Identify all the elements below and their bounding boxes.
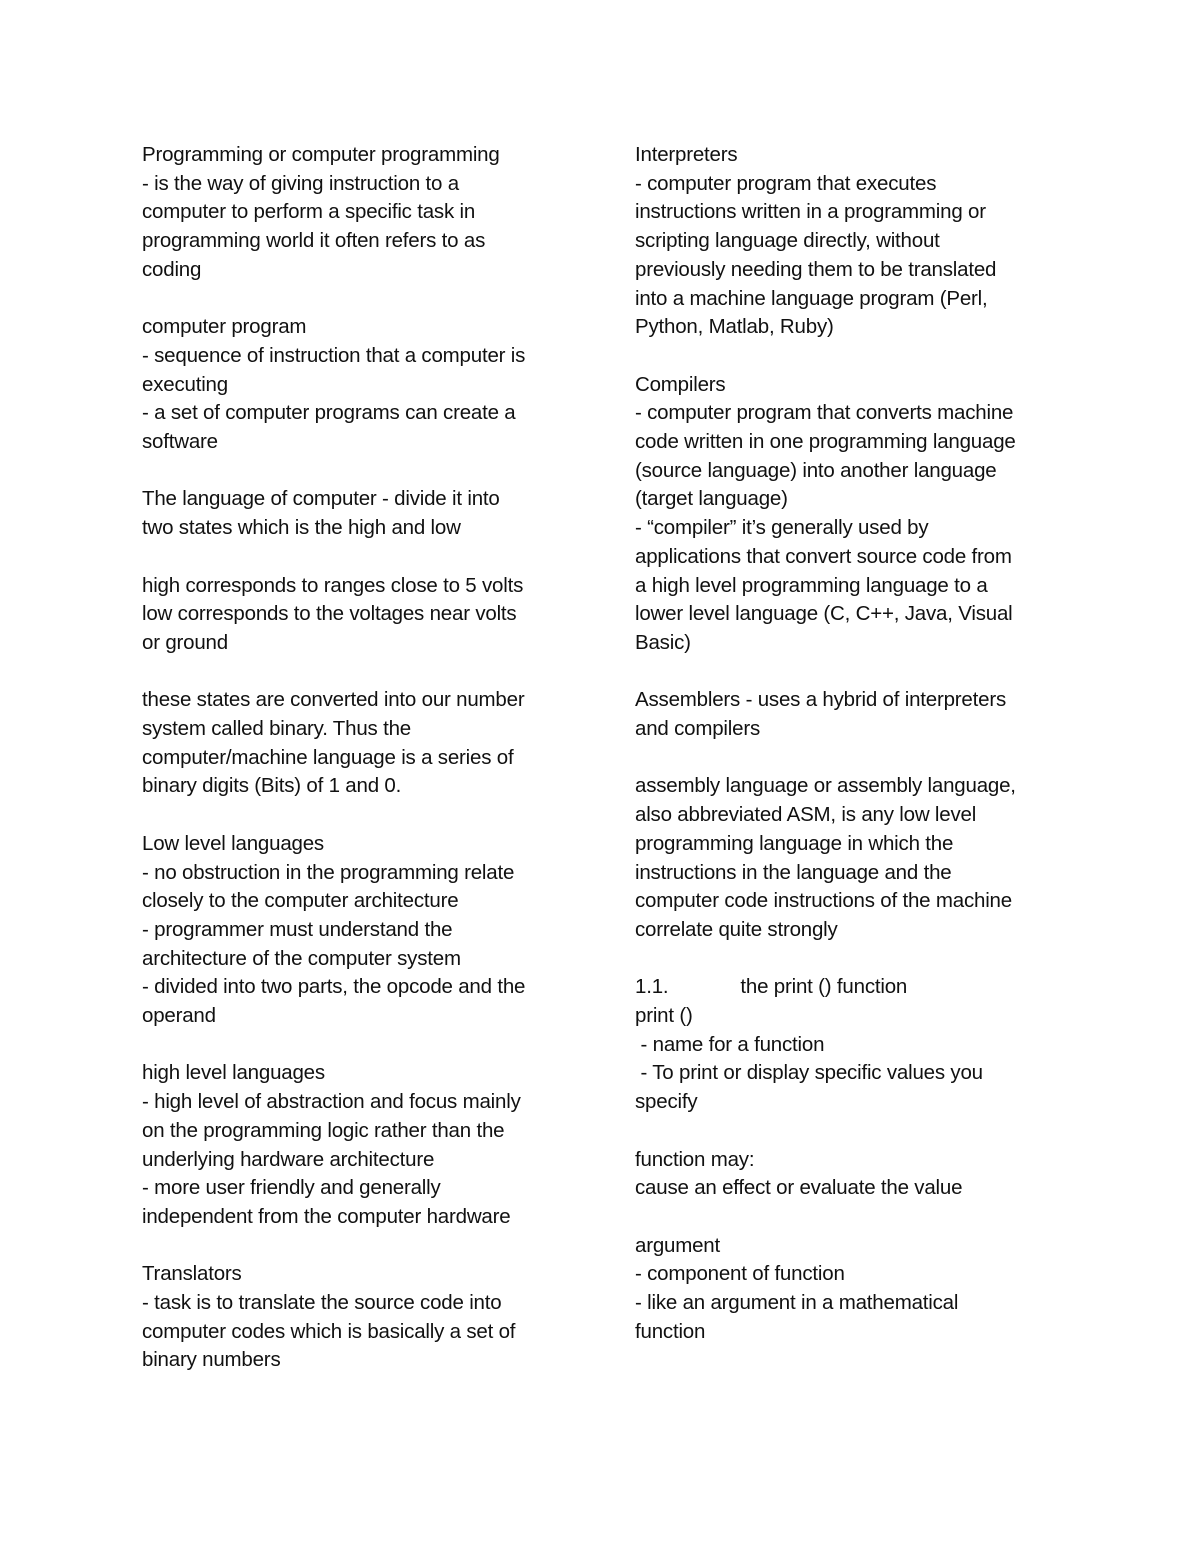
text-line: underlying hardware architecture — [142, 1147, 435, 1171]
text-line: these states are converted into our number — [142, 688, 525, 712]
text-line: closely to the computer architecture — [142, 889, 459, 913]
paragraph-spacer — [635, 1203, 1065, 1232]
paragraph-spacer — [142, 801, 582, 830]
text-line: Compilers — [635, 372, 726, 396]
text-line: - “compiler” it’s generally used by — [635, 516, 929, 540]
section-binary — [142, 686, 582, 801]
text-line: into a machine language program (Perl, — [635, 286, 988, 310]
text-line: operand — [142, 1004, 216, 1028]
text-line: - no obstruction in the programming relate — [142, 860, 515, 884]
text-line: function may: — [635, 1147, 755, 1171]
text-line: binary digits (Bits) of 1 and 0. — [142, 774, 402, 798]
text-line: - high level of abstraction and focus mainly — [142, 1090, 521, 1114]
text-line: architecture of the computer system — [142, 946, 461, 970]
text-line: lower level language (C, C++, Java, Visual — [635, 602, 1013, 626]
text-line: cause an effect or evaluate the value — [635, 1176, 963, 1200]
text-line: - computer program that converts machine — [635, 401, 1014, 425]
text-line: also abbreviated ASM, is any low level — [635, 803, 977, 827]
paragraph-spacer — [635, 744, 1065, 773]
numbered-heading — [635, 973, 1065, 1002]
text-line: Programming or computer programming — [142, 143, 500, 166]
text-line: computer codes which is basically a set of — [142, 1319, 516, 1343]
text-line: - programmer must understand the — [142, 917, 453, 941]
text-line: binary numbers — [142, 1348, 281, 1372]
section-assemblers — [635, 686, 1065, 743]
text-line: instructions in the language and the — [635, 860, 952, 884]
section-assembly-language — [635, 772, 1065, 944]
right-column — [635, 141, 1065, 1346]
text-line: assembly language or assembly language, — [635, 774, 1016, 798]
text-line: coding — [142, 257, 202, 281]
paragraph-spacer — [142, 1232, 582, 1261]
text-line: on the programming logic rather than the — [142, 1118, 505, 1142]
text-line: Low level languages — [142, 831, 324, 855]
text-line: computer to perform a specific task in — [142, 200, 476, 224]
paragraph-spacer — [635, 1117, 1065, 1146]
text-line: - a set of computer programs can create a — [142, 401, 516, 425]
heading-number: 1.1. — [635, 975, 669, 999]
text-line: (target language) — [635, 487, 788, 511]
text-line: system called binary. Thus the — [142, 717, 411, 740]
text-line: high corresponds to ranges close to 5 volts — [142, 573, 524, 597]
paragraph-spacer — [635, 945, 1065, 974]
text-line: and compilers — [635, 717, 761, 741]
text-line: a high level programming language to a — [635, 573, 988, 597]
text-line: Basic) — [635, 630, 691, 654]
text-line: - computer program that executes — [635, 171, 937, 195]
section-interpreters — [635, 141, 1065, 342]
text-line: function — [635, 1319, 706, 1343]
section-low-level-languages — [142, 830, 582, 1031]
text-line: - like an argument in a mathematical — [635, 1291, 959, 1315]
text-line: (source language) into another language — [635, 458, 997, 482]
text-line: print () — [635, 1004, 693, 1028]
text-line: Assemblers - uses a hybrid of interpreters — [635, 688, 1007, 712]
heading-text: the print () function — [740, 975, 908, 999]
text-line: Python, Matlab, Ruby) — [635, 315, 834, 339]
paragraph-spacer — [142, 285, 582, 314]
text-line: low corresponds to the voltages near volts — [142, 602, 517, 626]
left-column — [142, 141, 582, 1375]
section-function-may — [635, 1146, 1065, 1203]
text-line: programming world it often refers to as — [142, 229, 486, 253]
text-line: high level languages — [142, 1061, 325, 1085]
section-high-low-voltage — [142, 572, 582, 658]
section-high-level-languages — [142, 1059, 582, 1231]
text-line: computer program — [142, 315, 307, 339]
text-line: applications that convert source code from — [635, 544, 1012, 568]
paragraph-spacer — [142, 457, 582, 486]
paragraph-spacer — [142, 543, 582, 572]
section-programming — [142, 141, 582, 285]
text-line: - divided into two parts, the opcode and the — [142, 975, 526, 999]
text-line: - task is to translate the source code into — [142, 1291, 502, 1315]
text-line: computer code instructions of the machine — [635, 889, 1012, 913]
section-computer-program — [142, 313, 582, 457]
paragraph-spacer — [635, 342, 1065, 371]
text-line: correlate quite strongly — [635, 917, 838, 941]
text-line: independent from the computer hardware — [142, 1204, 511, 1228]
section-language-of-computer — [142, 485, 582, 542]
text-line: - more user friendly and generally — [142, 1176, 441, 1200]
text-line: software — [142, 430, 218, 454]
text-line: computer/machine language is a series of — [142, 745, 514, 769]
text-line: - component of function — [635, 1262, 845, 1286]
text-line: - sequence of instruction that a computer is — [142, 343, 526, 367]
text-line: or ground — [142, 630, 228, 654]
section-translators — [142, 1260, 582, 1375]
text-line: The language of computer - divide it into — [142, 487, 500, 511]
section-argument — [635, 1232, 1065, 1347]
text-line: code written in one programming language — [635, 430, 1016, 454]
text-line: - is the way of giving instruction to a — [142, 171, 459, 195]
paragraph-spacer — [142, 658, 582, 687]
paragraph-spacer — [142, 1031, 582, 1060]
text-line: two states which is the high and low — [142, 516, 461, 540]
text-line: - To print or display specific values you — [635, 1061, 983, 1085]
text-line: instructions written in a programming or — [635, 200, 986, 224]
text-line: Translators — [142, 1262, 242, 1286]
text-line: specify — [635, 1090, 698, 1114]
section-print-function — [635, 973, 1065, 1117]
text-line: Interpreters — [635, 143, 738, 166]
text-line: scripting language directly, without — [635, 229, 940, 253]
text-line: programming language in which the — [635, 831, 954, 855]
text-line: - name for a function — [635, 1032, 825, 1056]
text-line: argument — [635, 1233, 721, 1257]
text-line: executing — [142, 372, 228, 396]
paragraph-spacer — [635, 658, 1065, 687]
text-line: previously needing them to be translated — [635, 257, 997, 281]
section-compilers — [635, 371, 1065, 658]
